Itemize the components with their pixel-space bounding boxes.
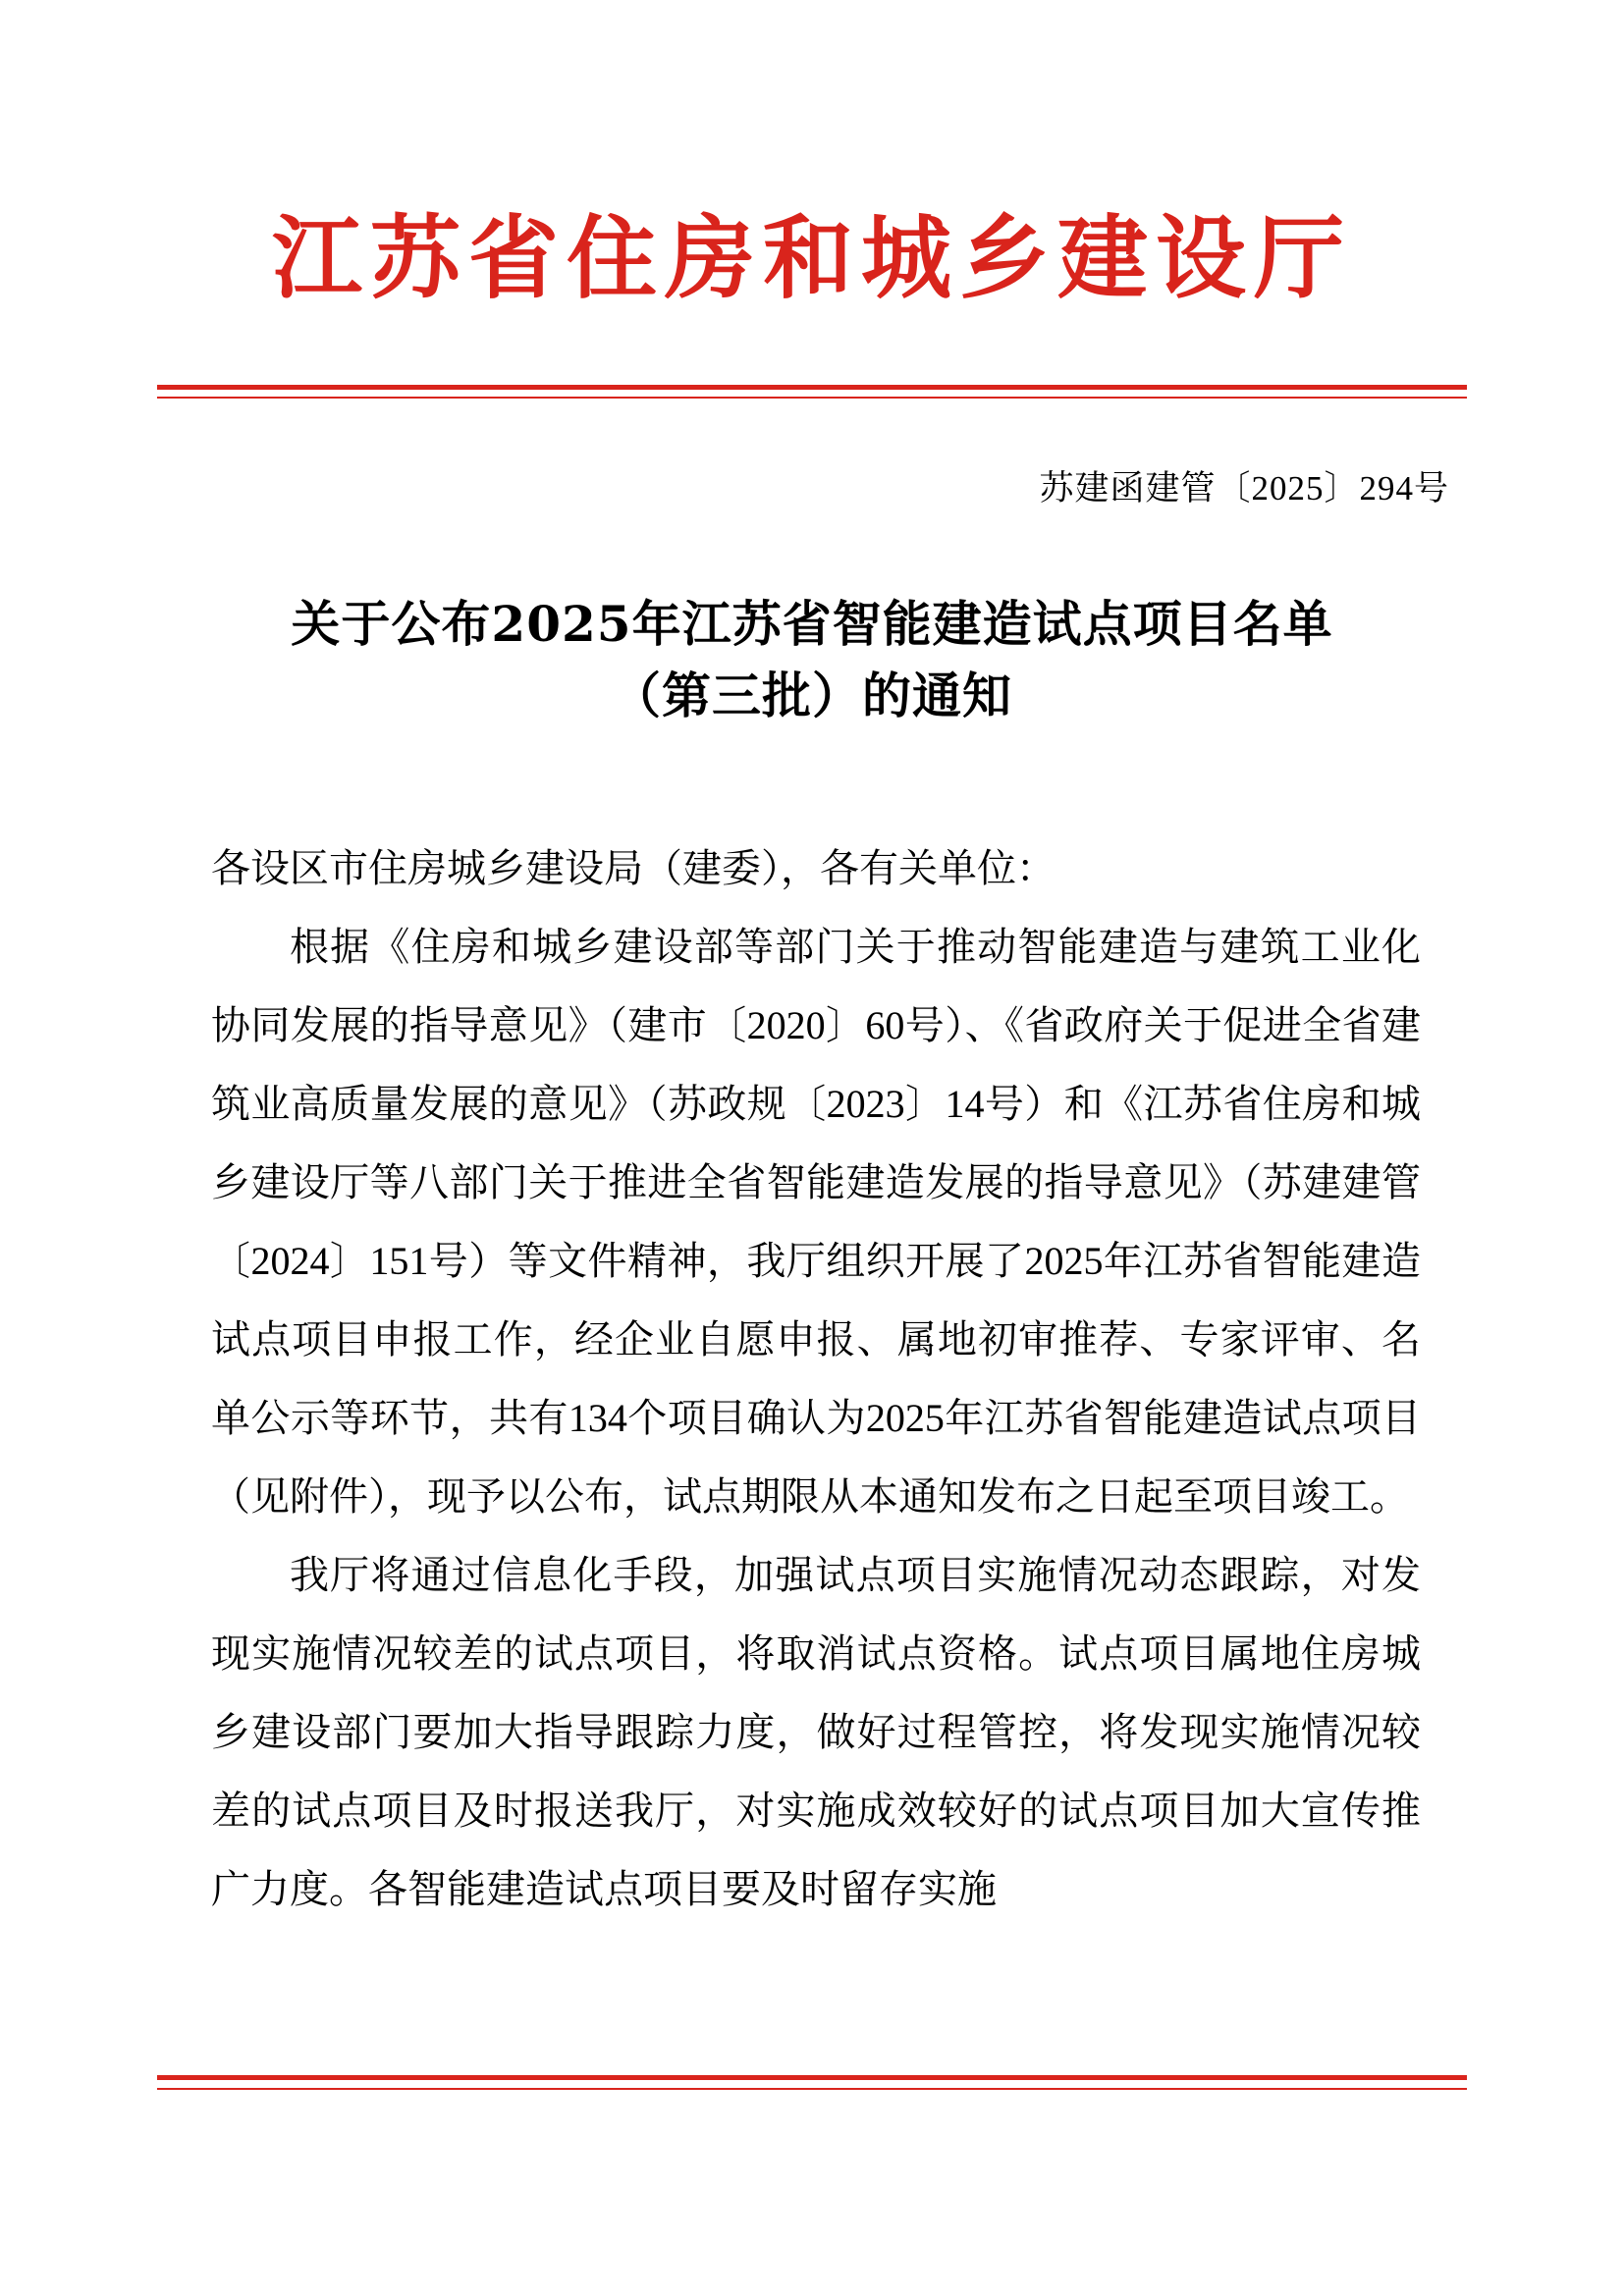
- letterhead-rule-thick: [157, 385, 1467, 390]
- letterhead-rule-thin: [157, 397, 1467, 399]
- letterhead: [0, 205, 1624, 311]
- document-number: 苏建函建管〔2025〕294号: [1039, 469, 1449, 507]
- body-paragraph-2: 我厅将通过信息化手段，加强试点项目实施情况动态跟踪，对发现实施情况较差的试点项目，将取消试点资格。试点项目属地住房城乡建设部门要加大指导跟踪力度，做好过程管控，将发现实施情况较差的试点项目及时报送我厅，对实施成效较好的试点项目加大宣传推广力度。各智能建造试点项目要及时留存实施: [211, 1553, 1421, 1911]
- page-title: [211, 589, 1413, 731]
- salutation: 各设区市住房城乡建设局（建委），各有关单位：: [211, 846, 1056, 890]
- title-line-1: 关于公布2025年江苏省智能建造试点项目名单: [291, 595, 1333, 653]
- footer-rule-thin: [157, 2088, 1467, 2090]
- issuing-organization: 江苏省住房和城乡建设厅: [271, 205, 1352, 311]
- body-paragraph-1: 根据《住房和城乡建设部等部门关于推动智能建造与建筑工业化协同发展的指导意见》（建市〔2020〕60号）、《省政府关于促进全省建筑业高质量发展的意见》（苏政规〔2023〕14号）和《江苏省住房和城乡建设厅等八部门关于推进全省智能建造发展的指导意见》（苏建建管〔2024〕151号）等文件精神，我厅组织开展了2025年江苏省智能建造试点项目申报工作，经企业自愿申报、属地初审推荐、专家评审、名单公示等环节，共有134个项目确认为2025年江苏省智能建造试点项目（见附件），现予以公布，试点期限从本通知发布之日起至项目竣工。: [211, 925, 1421, 1519]
- document-body: [211, 829, 1421, 1929]
- footer-rule-thick: [157, 2075, 1467, 2080]
- title-line-2: （第三批）的通知: [612, 666, 1012, 724]
